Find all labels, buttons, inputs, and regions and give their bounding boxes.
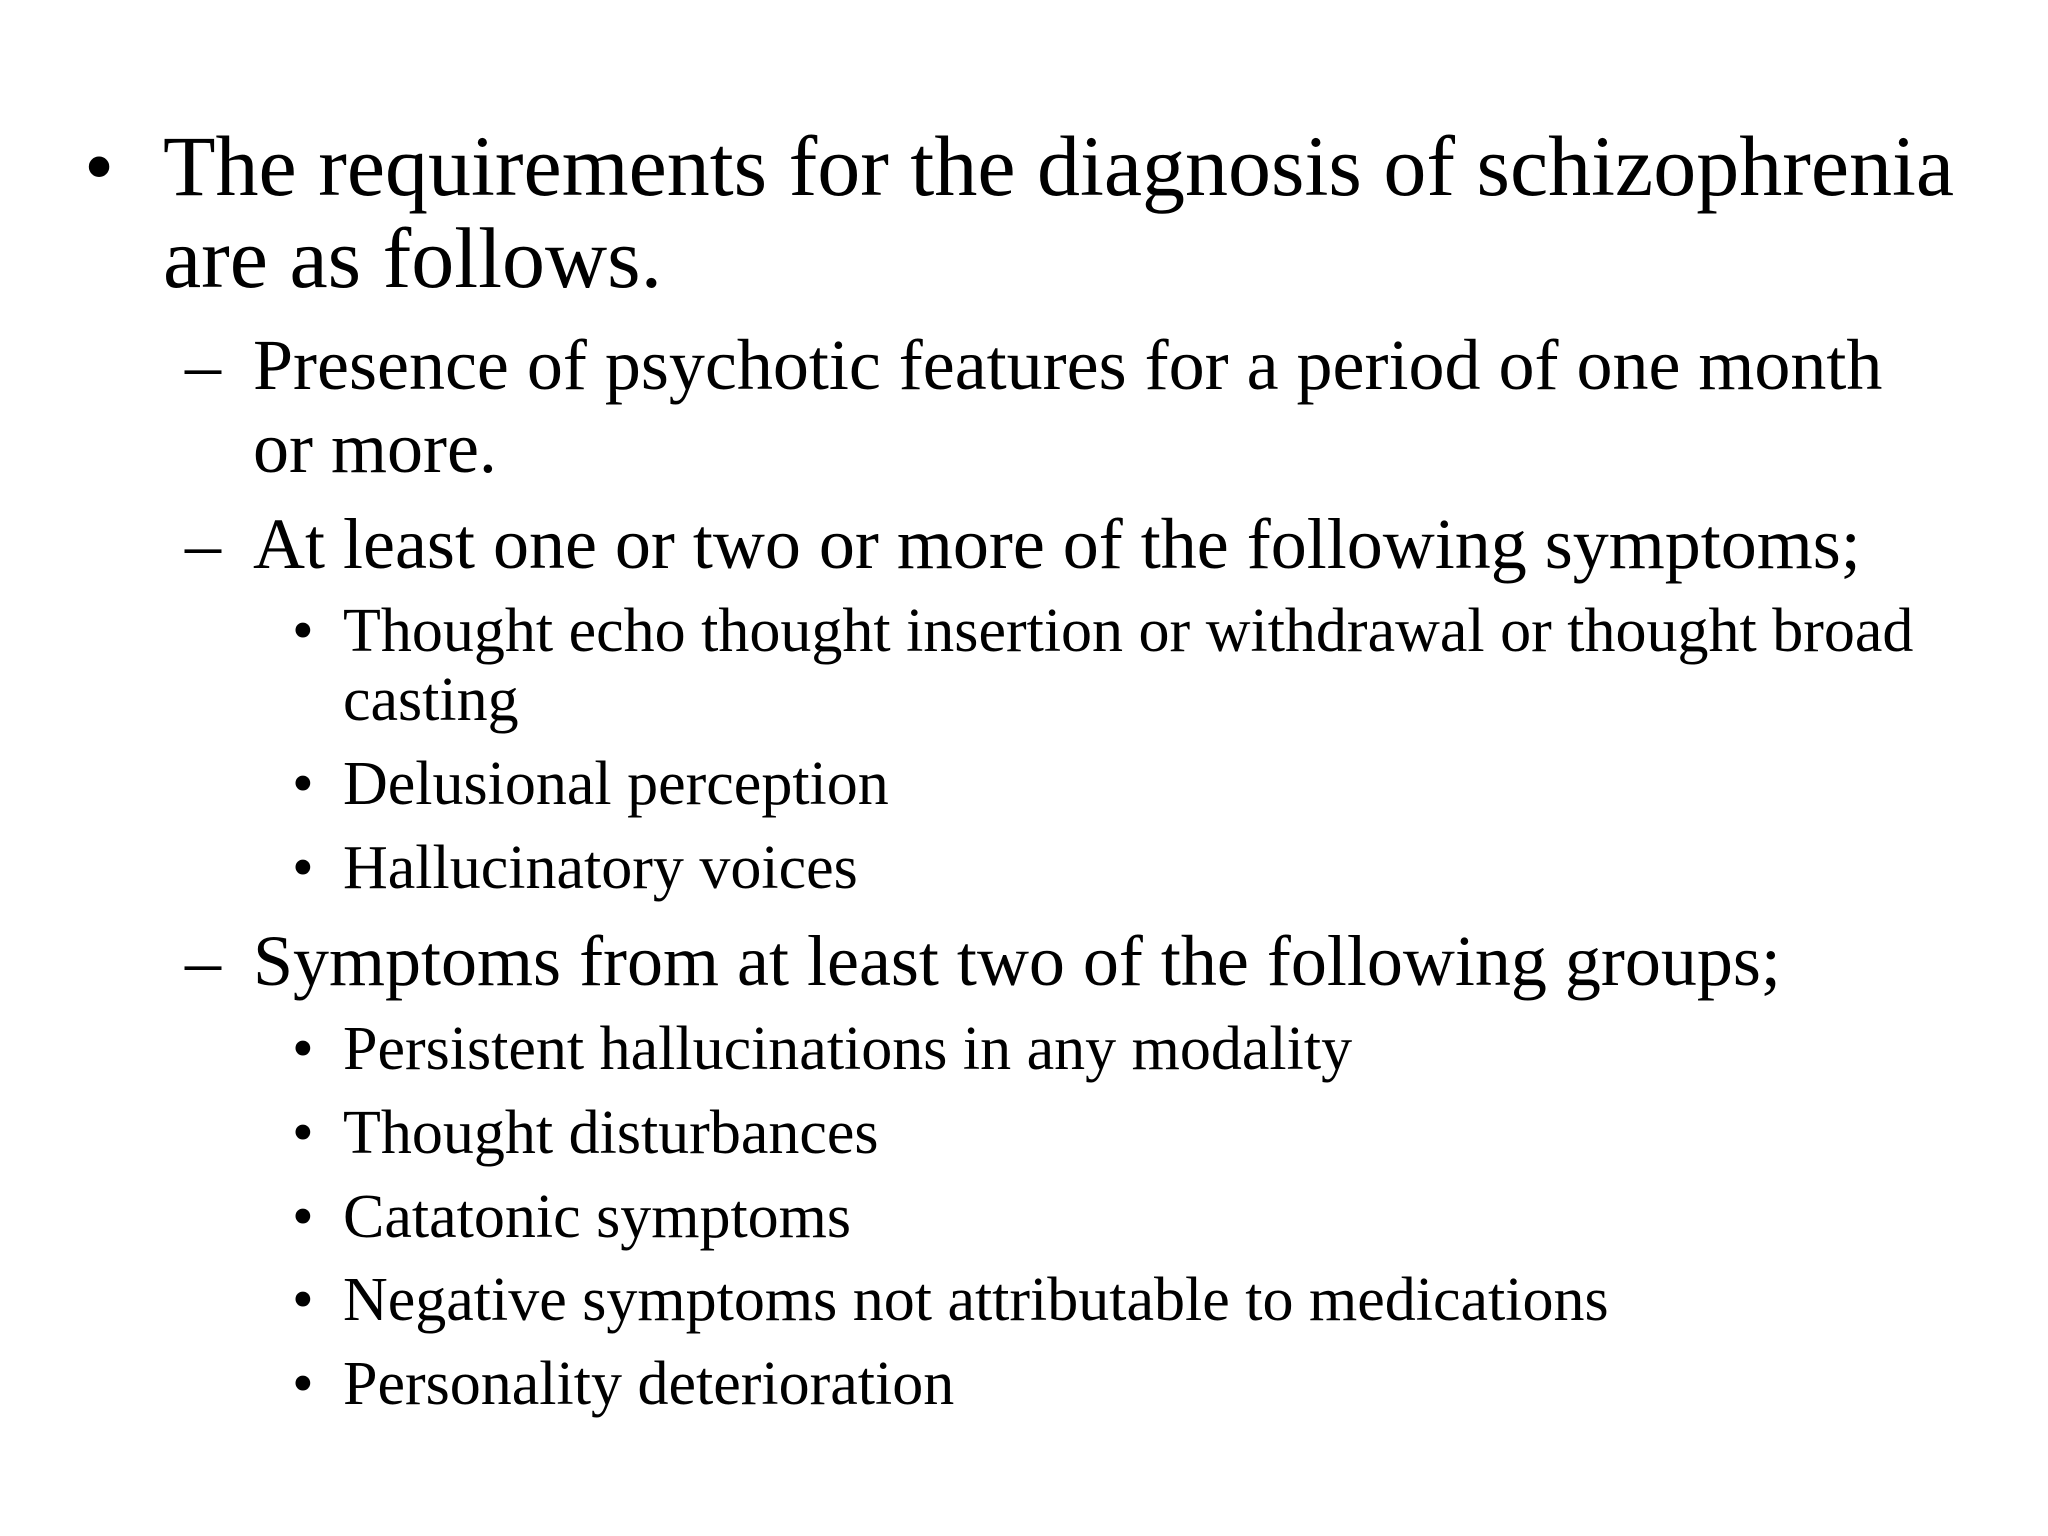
list-item-persistent-hallucinations-text: Persistent hallucinations in any modality [343, 1015, 1353, 1083]
dash-marker: – [185, 504, 221, 584]
list-item-personality-deterioration-text: Personality deterioration [343, 1350, 955, 1418]
bullet-marker: • [292, 1350, 314, 1418]
dash-marker: – [185, 325, 221, 405]
sub-bullet-first-rank-text: At least one or two or more of the following symptoms; [253, 504, 1861, 584]
list-item-thought-echo-line-1: Thought echo thought insertion or withdrawal or thought broad [343, 597, 1914, 665]
bullet-marker: • [292, 1099, 314, 1167]
bullet-marker: • [292, 750, 314, 818]
bullet-marker: • [84, 118, 115, 214]
bullet-marker: • [292, 1266, 314, 1334]
main-bullet-line-1: The requirements for the diagnosis of schizophrenia [163, 118, 1955, 214]
list-item-thought-echo-line-2: casting [343, 666, 519, 734]
list-item-delusional-perception-text: Delusional perception [343, 750, 889, 818]
sub-bullet-duration-line-2: or more. [253, 408, 497, 488]
list-item-catatonic-symptoms-text: Catatonic symptoms [343, 1183, 852, 1251]
list-item-thought-disturbances-text: Thought disturbances [343, 1099, 879, 1167]
bullet-marker: • [292, 597, 314, 665]
bullet-marker: • [292, 1015, 314, 1083]
dash-marker: – [185, 921, 221, 1001]
list-item-negative-symptoms-text: Negative symptoms not attributable to medications [343, 1266, 1609, 1334]
bullet-marker: • [292, 1183, 314, 1251]
sub-bullet-groups-text: Symptoms from at least two of the following groups; [253, 921, 1781, 1001]
bullet-marker: • [292, 834, 314, 902]
sub-bullet-duration-line-1: Presence of psychotic features for a period of one month [253, 325, 1883, 405]
list-item-hallucinatory-voices-text: Hallucinatory voices [343, 834, 858, 902]
main-bullet-line-2: are as follows. [163, 210, 663, 306]
